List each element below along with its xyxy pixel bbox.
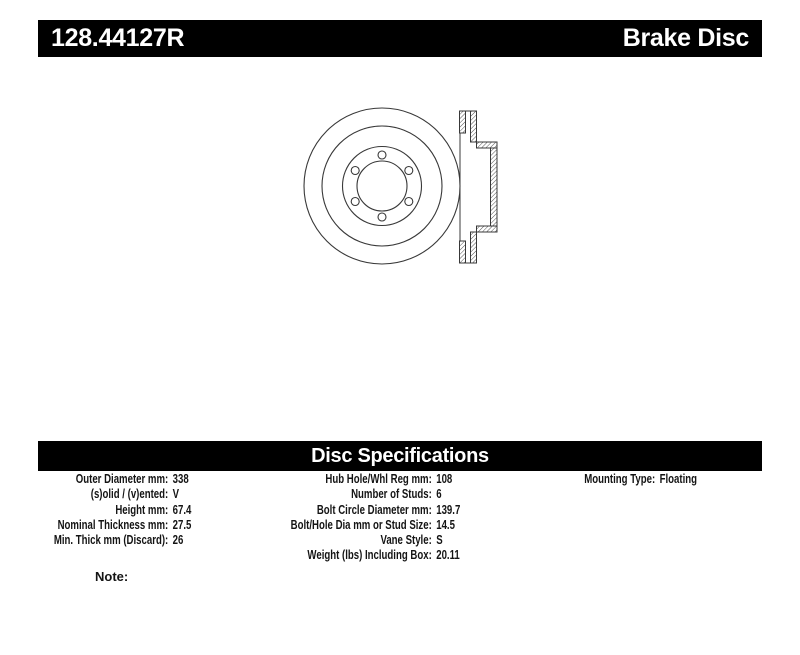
spec-value: 27.5 [172, 516, 192, 532]
spec-label: Mounting Type: [584, 471, 656, 486]
spec-label: (s)olid / (v)ented: [90, 486, 169, 502]
spec-label: Nominal Thickness mm: [57, 516, 169, 532]
spec-value: 139.7 [436, 501, 461, 517]
section-title: Disc Specifications [311, 445, 489, 467]
spec-label: Height mm: [115, 501, 169, 517]
stud-hole [351, 167, 359, 175]
spec-row-bolt-circle-diameter [286, 502, 460, 517]
stud-hole [405, 167, 413, 175]
spec-row-outer-diameter [38, 471, 191, 486]
spec-value: 26 [172, 532, 184, 548]
spec-value: 20.11 [436, 547, 460, 563]
spec-value: 14.5 [436, 516, 455, 532]
spec-label: Weight (lbs) Including Box: [307, 547, 432, 563]
disc-cross-section [460, 111, 498, 263]
spec-label: Outer Diameter mm: [75, 471, 169, 486]
outer-diameter-circle [304, 108, 460, 264]
spec-row-min-thickness [38, 532, 191, 547]
spec-value: V [172, 486, 180, 502]
disc-front-view [304, 108, 460, 264]
hat-circle [343, 147, 422, 226]
spec-value: S [436, 532, 443, 548]
spec-value: 6 [436, 486, 442, 502]
spec-label: Number of Studs: [351, 486, 432, 502]
spec-value: 108 [436, 471, 453, 486]
section-plate [471, 232, 477, 263]
note-label: Note: [95, 569, 129, 584]
spec-row-solid-vented [38, 486, 191, 501]
section-hat-wall [491, 148, 498, 226]
stud-hole [378, 213, 386, 221]
section-plate [460, 111, 466, 133]
spec-row-hub-hole [286, 471, 460, 486]
spec-label: Hub Hole/Whl Reg mm: [325, 471, 432, 486]
section-flange [477, 142, 498, 148]
stud-hole [405, 198, 413, 206]
section-plate [471, 111, 477, 142]
spec-row-mounting-type [556, 471, 697, 486]
part-number: 128.44127R [51, 24, 185, 52]
spec-value: Floating [659, 471, 698, 486]
spec-value: 67.4 [172, 501, 192, 517]
spec-row-nominal-thickness [38, 517, 191, 532]
spec-row-height [38, 502, 191, 517]
brake-disc-technical-drawing [290, 93, 510, 283]
spec-label: Bolt Circle Diameter mm: [316, 501, 432, 517]
hub-hole-circle [357, 161, 407, 211]
spec-column-left [38, 471, 191, 547]
section-plate [460, 241, 466, 263]
spec-row-vane-style [286, 532, 460, 547]
spec-column-right [556, 471, 697, 486]
stud-hole [351, 198, 359, 206]
spec-label: Bolt/Hole Dia mm or Stud Size: [290, 516, 432, 532]
spec-label: Vane Style: [380, 532, 432, 548]
spec-label: Min. Thick mm (Discard): [53, 532, 169, 548]
spec-value: 338 [172, 471, 189, 486]
title-bar [38, 20, 762, 57]
spec-column-middle [286, 471, 460, 563]
spec-row-bolt-hole-dia [286, 517, 460, 532]
spec-row-weight [286, 547, 460, 562]
product-type: Brake Disc [622, 24, 749, 52]
section-flange [477, 226, 498, 232]
friction-surface-circle [322, 126, 442, 246]
stud-hole [378, 151, 386, 159]
section-header [38, 441, 762, 471]
spec-row-number-of-studs [286, 486, 460, 501]
